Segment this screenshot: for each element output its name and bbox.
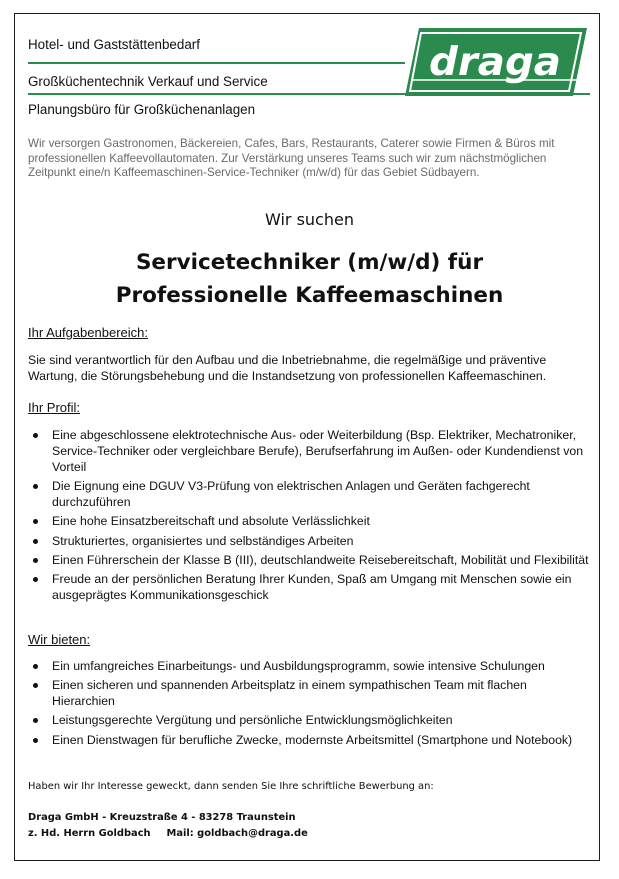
job-title-line-2: Professionelle Kaffeemaschinen <box>115 283 504 308</box>
offer-item-text: Leistungsgerechte Vergütung und persönliche Entwicklungsmöglichkeiten <box>52 713 453 728</box>
list-item <box>30 658 590 674</box>
contact-line <box>28 828 308 839</box>
profile-item-text: Strukturiertes, organisiertes und selbständiges Arbeiten <box>52 533 354 548</box>
bullet-icon <box>33 484 38 489</box>
offer-item-text: Ein umfangreiches Einarbeitungs- und Ausbildungsprogramm, sowie intensive Schulungen <box>52 659 545 673</box>
list-item <box>30 552 590 568</box>
tasks-text: Sie sind verantwortlich für den Aufbau und die Inbetriebnahme, die regelmäßige und präventive Wartung, die Störungsbehebung und die Instandsetzung von professionellen Kaffeemaschinen. <box>28 353 547 383</box>
contact-address: Draga GmbH - Kreuzstraße 4 - 83278 Traunstein <box>28 812 296 823</box>
bullet-icon <box>33 718 38 723</box>
list-item <box>30 478 590 510</box>
list-item <box>30 427 590 475</box>
draga-logo <box>405 26 587 98</box>
profile-item-text: Einen Führerschein der Klasse B (III), deutschlandweite Reisebereitschaft, Mobilität und Flexibilität <box>52 552 589 567</box>
header-line-3: Planungsbüro für Großküchenanlagen <box>28 102 256 117</box>
header-line-2: Großküchentechnik Verkauf und Service <box>28 74 268 89</box>
bullet-icon <box>33 519 38 524</box>
job-title-line-1: Servicetechniker (m/w/d) für <box>135 250 484 275</box>
list-item <box>30 533 590 549</box>
bullet-icon <box>33 738 38 743</box>
profile-list <box>30 427 590 606</box>
profile-item-text: Eine hohe Einsatzbereitschaft und absolute Verlässlichkeit <box>52 514 370 529</box>
bullet-icon <box>33 539 38 544</box>
offer-heading: Wir bieten: <box>28 632 91 647</box>
contact-person: z. Hd. Herrn Goldbach <box>28 828 151 839</box>
intro-text: Wir versorgen Gastronomen, Bäckereien, Cafes, Bars, Restaurants, Caterer sowie Firmen & Büros mit professionellen Kaffeevollautomaten. Zur Verstärkung unseres Teams such wir zum nächstmöglichen Zeitpunkt eine/n Kaffeemaschinen-Service-Techniker (m/w/d) für das Gebiet Südbayern. <box>28 137 555 180</box>
list-item <box>30 732 590 748</box>
offer-item-text: Einen sicheren und spannenden Arbeitsplatz in einem sympathischen Team mit flachen Hierarchien <box>52 678 527 709</box>
profile-heading: Ihr Profil: <box>28 400 81 415</box>
bullet-icon <box>33 558 38 563</box>
list-item <box>30 571 590 603</box>
header-line-1: Hotel- und Gaststättenbedarf <box>28 37 200 52</box>
profile-item-text: Freude an der persönlichen Beratung Ihrer Kunden, Spaß am Umgang mit Menschen sowie ein ausgeprägtes Kommunikationsgeschick <box>52 571 572 602</box>
bullet-icon <box>33 577 38 582</box>
bullet-icon <box>33 683 38 688</box>
list-item <box>30 677 590 709</box>
logo-text: draga <box>429 40 561 85</box>
list-item <box>30 712 590 728</box>
offer-list <box>30 658 590 751</box>
profile-item-text: Eine abgeschlossene elektrotechnische Aus- oder Weiterbildung (Bsp. Elektriker, Mechatroniker, Service-Techniker oder vergleichbare Berufe), Berufserfahrung im Außen- oder Kundendienst von Vorteil <box>52 428 584 474</box>
profile-item-text: Die Eignung eine DGUV V3-Prüfung von elektrischen Anlagen und Geräten fachgerecht durchzuführen <box>52 479 530 510</box>
we-search-label: Wir suchen <box>265 210 354 229</box>
bullet-icon <box>33 433 38 438</box>
list-item <box>30 513 590 529</box>
contact-mail[interactable]: Mail: goldbach@draga.de <box>166 828 308 839</box>
bullet-icon <box>33 664 38 669</box>
header-rule-1 <box>28 62 405 64</box>
closing-text: Haben wir Ihr Interesse geweckt, dann senden Sie Ihre schriftliche Bewerbung an: <box>28 781 434 792</box>
offer-item-text: Einen Dienstwagen für berufliche Zwecke, modernste Arbeitsmittel (Smartphone und Notebook) <box>52 732 573 747</box>
tasks-heading: Ihr Aufgabenbereich: <box>28 325 148 340</box>
